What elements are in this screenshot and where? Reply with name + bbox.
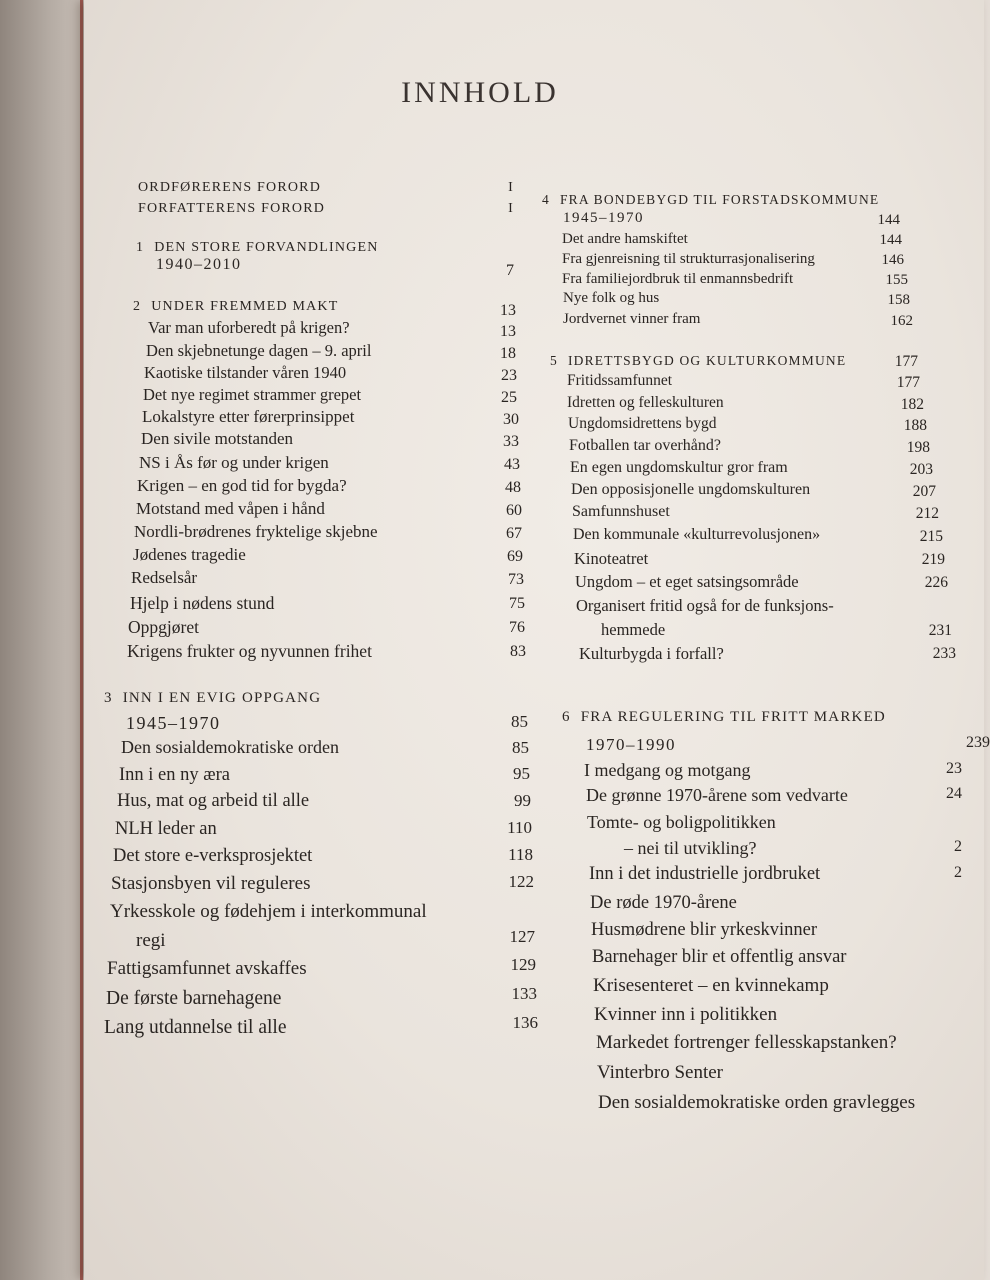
page-edge (80, 0, 83, 1280)
chapter-1-page: 7 (506, 262, 514, 279)
chapter-3-years: 1945–1970 (126, 713, 221, 733)
toc-entry: Inn i en ny æra (119, 765, 230, 785)
chapter-3-heading (104, 690, 321, 707)
chapter-4-page: 144 (877, 212, 900, 228)
toc-entry: Den sosialdemokratiske orden gravlegges (598, 1092, 916, 1113)
toc-entry-page: 212 (915, 505, 939, 522)
chapter-4-heading (542, 192, 879, 208)
toc-entry-page: 48 (505, 479, 521, 496)
chapter-number: 2 (133, 299, 142, 314)
toc-entry-page: 2 (954, 838, 962, 855)
toc-entry-page: 23 (946, 760, 962, 777)
toc-entry: Den sivile motstanden (141, 429, 294, 448)
toc-entry: Fra gjenreisning til strukturrasjonalisering (562, 251, 815, 267)
chapter-6-heading (562, 709, 886, 726)
toc-entry: De grønne 1970-årene som vedvarte (586, 785, 848, 805)
toc-entry: Krisesenteret – en kvinnekamp (593, 975, 829, 996)
toc-entry: Motstand med våpen i hånd (136, 499, 325, 518)
toc-entry: Idretten og felleskulturen (567, 394, 724, 411)
book-spine (0, 0, 84, 1280)
toc-entry: Var man uforberedt på krigen? (148, 318, 350, 337)
toc-entry-page: 73 (508, 571, 524, 588)
toc-entry: Det nye regimet strammer grepet (143, 385, 362, 404)
toc-entry-page: 207 (912, 483, 936, 500)
toc-entry: Vinterbro Senter (597, 1062, 724, 1083)
toc-entry: Det store e-verksprosjektet (113, 846, 313, 866)
toc-entry-page: 99 (514, 791, 531, 810)
toc-entry-page: 182 (900, 396, 924, 413)
toc-entry-continuation: hemmede (601, 620, 666, 639)
toc-entry: Stasjonsbyen vil reguleres (111, 873, 311, 894)
toc-entry: Organisert fritid også for de funksjons- (576, 596, 834, 615)
toc-entry: Fotballen tar overhånd? (569, 437, 721, 454)
toc-entry: Jordvernet vinner fram (563, 311, 701, 327)
toc-entry: Nye folk og hus (563, 290, 660, 306)
toc-entry: Jødenes tragedie (133, 545, 246, 564)
chapter-number: 6 (562, 709, 571, 725)
toc-entry-page: 226 (924, 574, 948, 591)
foreword-2-title: FORFATTERENS FORORD (138, 201, 326, 216)
toc-entry-page: 233 (932, 645, 956, 662)
toc-entry: Kaotiske tilstander våren 1940 (144, 363, 347, 382)
chapter-number: 3 (104, 690, 113, 706)
toc-entry: Ungdom – et eget satsingsområde (575, 572, 799, 591)
toc-entry-page: 231 (928, 622, 952, 639)
toc-entry-continuation: regi (136, 930, 166, 951)
toc-entry-page: 158 (887, 292, 910, 308)
toc-entry-page: 188 (903, 417, 927, 434)
toc-entry: Oppgjøret (128, 617, 199, 637)
toc-entry: Krigens frukter og nyvunnen frihet (127, 641, 372, 661)
page-title: INNHOLD (401, 76, 559, 109)
toc-entry: Det andre hamskiftet (562, 231, 688, 247)
chapter-1-years: 1940–2010 (156, 256, 242, 273)
chapter-1-heading (136, 240, 379, 256)
toc-entry-page: 24 (946, 785, 962, 802)
toc-entry-page: 203 (909, 461, 933, 478)
toc-entry: Den opposisjonelle ungdomskulturen (571, 481, 811, 498)
toc-entry: Yrkesskole og fødehjem i interkommunal (110, 901, 427, 922)
toc-entry: Redselsår (131, 568, 198, 587)
chapter-6-page: 239 (966, 734, 990, 751)
toc-entry-page: 60 (506, 502, 522, 519)
toc-entry-page: 162 (890, 313, 913, 329)
toc-entry: NS i Ås før og under krigen (139, 453, 329, 472)
toc-entry: Barnehager blir et offentlig ansvar (592, 947, 847, 967)
chapter-title: FRA REGULERING TIL FRITT MARKED (580, 709, 886, 725)
toc-entry-page: 13 (500, 323, 516, 340)
toc-entry: Kvinner inn i politikken (594, 1004, 778, 1025)
toc-entry-page: 133 (511, 984, 537, 1003)
toc-entry-page: 129 (510, 955, 536, 974)
toc-entry: NLH leder an (115, 819, 217, 839)
toc-entry-page: 69 (507, 548, 523, 565)
toc-entry: Fritidssamfunnet (567, 372, 673, 389)
chapter-title: UNDER FREMMED MAKT (151, 299, 339, 314)
toc-entry-page: 25 (501, 389, 517, 406)
chapter-title: FRA BONDEBYGD TIL FORSTADSKOMMUNE (559, 192, 880, 207)
toc-entry-page: 76 (509, 619, 525, 636)
toc-entry-page: 30 (503, 411, 519, 428)
toc-entry: Hjelp i nødens stund (130, 593, 275, 613)
toc-entry-page: 177 (896, 374, 920, 391)
chapter-5-heading (550, 353, 846, 369)
toc-entry: Markedet fortrenger fellesskapstanken? (596, 1032, 897, 1053)
toc-entry: Fattigsamfunnet avskaffes (107, 958, 307, 979)
toc-entry: De røde 1970-årene (590, 893, 737, 913)
toc-entry-page: 33 (503, 433, 519, 450)
toc-entry-page: 155 (885, 272, 908, 288)
toc-entry: I medgang og motgang (584, 760, 751, 780)
foreword-1-title: ORDFØRERENS FORORD (138, 180, 322, 195)
toc-entry-page: 2 (954, 864, 962, 881)
toc-entry-continuation: – nei til utvikling? (624, 838, 757, 858)
toc-entry-page: 23 (501, 367, 517, 384)
chapter-3-page: 85 (511, 712, 528, 731)
chapter-5-page: 177 (894, 353, 918, 370)
toc-entry-page: 118 (508, 845, 533, 864)
toc-entry: Krigen – en god tid for bygda? (137, 476, 347, 495)
toc-entry-page: 95 (513, 764, 530, 783)
chapter-title: INN I EN EVIG OPPGANG (122, 690, 322, 706)
foreword-2-page: I (508, 201, 514, 216)
toc-entry-page: 122 (508, 872, 534, 891)
chapter-title: IDRETTSBYGD OG KULTURKOMMUNE (567, 353, 847, 368)
toc-entry-page: 198 (906, 439, 930, 456)
toc-entry-page: 219 (921, 551, 945, 568)
toc-entry-page: 110 (507, 818, 532, 837)
chapter-number: 5 (550, 353, 558, 368)
toc-entry: Kulturbygda i forfall? (579, 644, 724, 663)
chapter-2-heading (133, 299, 338, 315)
toc-entry-page: 136 (512, 1013, 538, 1032)
toc-entry-page: 127 (509, 927, 535, 946)
toc-entry: Hus, mat og arbeid til alle (117, 791, 310, 811)
toc-entry: Inn i det industrielle jordbruket (589, 864, 821, 884)
toc-entry: Lokalstyre etter førerprinsippet (142, 407, 355, 426)
chapter-title: DEN STORE FORVANDLINGEN (154, 240, 379, 255)
toc-entry: Den kommunale «kulturrevolusjonen» (573, 526, 821, 543)
chapter-number: 4 (542, 192, 550, 207)
toc-entry-page: 83 (510, 643, 526, 660)
chapter-6-years: 1970–1990 (586, 735, 676, 754)
toc-entry-page: 67 (506, 525, 522, 542)
chapter-4-years: 1945–1970 (563, 210, 644, 226)
toc-entry: Lang utdannelse til alle (104, 1017, 287, 1038)
toc-entry: Husmødrene blir yrkeskvinner (591, 920, 818, 940)
toc-entry: Samfunnshuset (572, 503, 670, 520)
toc-entry-page: 18 (500, 345, 516, 362)
toc-entry: Ungdomsidrettens bygd (568, 415, 717, 432)
toc-entry: Kinoteatret (574, 549, 649, 568)
toc-entry-page: 85 (512, 738, 529, 757)
toc-entry-page: 215 (919, 528, 943, 545)
toc-entry-page: 144 (879, 232, 902, 248)
toc-entry: Den skjebnetunge dagen – 9. april (146, 341, 372, 360)
toc-entry: De første barnehagene (106, 988, 282, 1009)
toc-entry: Nordli-brødrenes fryktelige skjebne (134, 522, 378, 541)
toc-entry: En egen ungdomskultur gror fram (570, 459, 788, 476)
foreword-1-page: I (508, 180, 514, 195)
toc-entry: Den sosialdemokratiske orden (121, 737, 339, 757)
toc-entry: Tomte- og boligpolitikken (587, 812, 776, 832)
toc-entry: Fra familiejordbruk til enmannsbedrift (562, 271, 794, 287)
toc-entry-page: 43 (504, 456, 520, 473)
chapter-number: 1 (136, 240, 145, 255)
toc-entry-page: 146 (881, 252, 904, 268)
chapter-2-page: 13 (500, 302, 516, 319)
toc-entry-page: 75 (509, 595, 525, 612)
